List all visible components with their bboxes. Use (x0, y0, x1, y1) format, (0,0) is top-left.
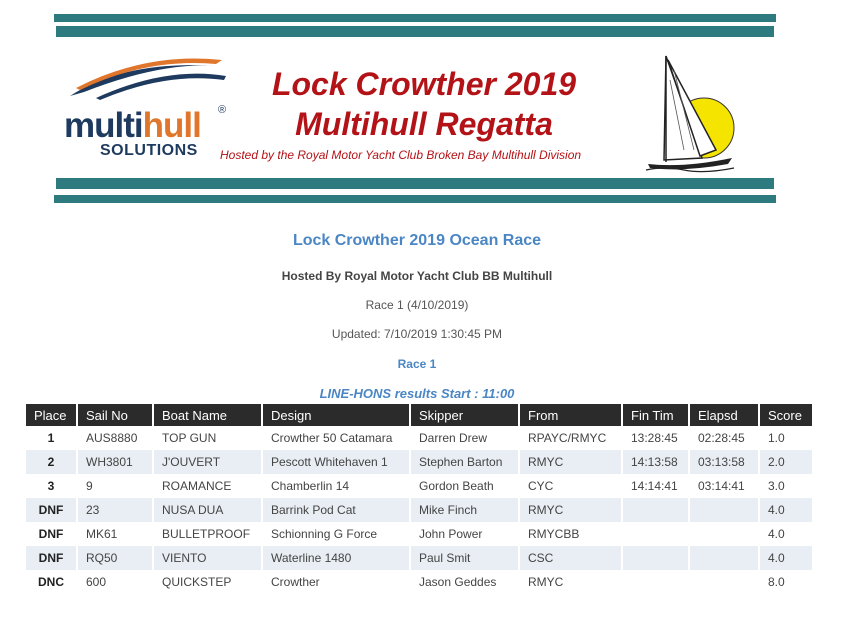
race-date: Race 1 (4/10/2019) (365, 298, 469, 312)
cell-boat-name: BULLETPROOF (162, 527, 251, 541)
race-hosted-by: Hosted By Royal Motor Yacht Club BB Multihull (281, 269, 553, 283)
col-boat-name: Boat Name (154, 404, 261, 426)
cell-design: Schionning G Force (271, 527, 378, 541)
cell-fin-time (623, 522, 688, 546)
table-row (26, 546, 812, 570)
col-place: Place (26, 404, 76, 426)
cell-fin-time: 14:13:58 (623, 450, 688, 474)
division-caption: LINE-HONS results Start : 11:00 (319, 386, 515, 401)
table-row (26, 450, 812, 474)
col-design: Design (263, 404, 409, 426)
cell-sail-no: AUS8880 (86, 431, 138, 445)
cell-from: RMYC (520, 450, 621, 474)
cell-skipper: Jason Geddes (419, 575, 497, 589)
cell-from: CYC (528, 479, 554, 493)
cell-fin-time (623, 498, 688, 522)
banner-hosted-line: Hosted by the Royal Motor Yacht Club Broken Bay Multihull Division (220, 148, 582, 162)
logo-wordmark: multihull (64, 106, 201, 145)
banner-title-line1: Lock Crowther 2019 (271, 66, 577, 102)
banner-title-line2: Multihull Regatta (295, 106, 553, 142)
cell-elapsed (690, 522, 758, 546)
cell-boat-name: QUICKSTEP (162, 575, 232, 589)
col-sail-no: Sail No (78, 404, 152, 426)
cell-elapsed: 02:28:45 (698, 431, 745, 445)
cell-from: RPAYC/RMYC (528, 431, 607, 445)
logo-registered-mark: ® (218, 104, 227, 116)
cell-skipper: Paul Smit (411, 546, 518, 570)
cell-score: 1.0 (768, 431, 785, 445)
race-link[interactable]: Race 1 (397, 357, 437, 371)
cell-place: 3 (47, 479, 55, 493)
cell-place: DNF (26, 546, 76, 570)
cell-place: 2 (26, 450, 76, 474)
cell-design: Pescott Whitehaven 1 (263, 450, 409, 474)
logo-subtitle: SOLUTIONS (100, 142, 198, 159)
cell-from: RMYC (528, 575, 564, 589)
cell-sail-no: WH3801 (78, 450, 152, 474)
cell-boat-name: VIENTO (154, 546, 261, 570)
cell-place: DNF (26, 498, 76, 522)
cell-from: RMYCBB (528, 527, 580, 541)
results-table (24, 404, 814, 594)
cell-skipper: Stephen Barton (411, 450, 518, 474)
multihull-solutions-logo (62, 52, 242, 172)
cell-score: 4.0 (768, 527, 785, 541)
cell-place: DNC (38, 575, 64, 589)
table-row (26, 474, 812, 498)
cell-score: 4.0 (760, 498, 812, 522)
cell-design: Crowther 50 Catamara (271, 431, 393, 445)
banner-stripe-bottom-1 (56, 178, 774, 189)
cell-sail-no: 9 (86, 479, 93, 493)
col-skipper: Skipper (411, 404, 518, 426)
col-elapsed: Elapsd (690, 404, 758, 426)
cell-sail-no: 600 (86, 575, 107, 589)
cell-elapsed: 03:14:41 (698, 479, 745, 493)
cell-score: 8.0 (768, 575, 785, 589)
cell-elapsed (690, 498, 758, 522)
cell-design: Chamberlin 14 (271, 479, 350, 493)
cell-fin-time (623, 546, 688, 570)
cell-skipper: Gordon Beath (419, 479, 494, 493)
cell-design: Barrink Pod Cat (263, 498, 409, 522)
col-score: Score (760, 404, 812, 426)
cell-boat-name: TOP GUN (162, 431, 217, 445)
cell-sail-no: RQ50 (78, 546, 152, 570)
col-fin-time: Fin Tim (623, 404, 688, 426)
cell-from: CSC (520, 546, 621, 570)
cell-fin-time: 13:28:45 (631, 431, 678, 445)
cell-score: 2.0 (760, 450, 812, 474)
cell-elapsed (690, 546, 758, 570)
banner-stripe-top-2 (56, 26, 774, 37)
banner-stripe-bottom-2 (54, 195, 776, 203)
table-row (26, 498, 812, 522)
cell-score: 4.0 (760, 546, 812, 570)
cell-boat-name: ROAMANCE (162, 479, 232, 493)
cell-sail-no: MK61 (86, 527, 118, 541)
cell-elapsed (690, 570, 758, 594)
cell-elapsed: 03:13:58 (690, 450, 758, 474)
cell-fin-time: 14:14:41 (631, 479, 678, 493)
results-updated: Updated: 7/10/2019 1:30:45 PM (331, 327, 503, 341)
cell-sail-no: 23 (78, 498, 152, 522)
cell-place: 1 (47, 431, 55, 445)
table-header-row (26, 404, 812, 426)
cell-from: RMYC (520, 498, 621, 522)
sailboat-icon (644, 50, 744, 175)
cell-design: Waterline 1480 (263, 546, 409, 570)
cell-boat-name: NUSA DUA (154, 498, 261, 522)
banner-stripe-top-1 (54, 14, 776, 22)
col-from: From (520, 404, 621, 426)
regatta-banner (54, 12, 776, 206)
cell-score: 3.0 (768, 479, 785, 493)
cell-skipper: Mike Finch (411, 498, 518, 522)
cell-skipper: John Power (419, 527, 483, 541)
table-row (26, 570, 812, 594)
cell-boat-name: J'OUVERT (154, 450, 261, 474)
race-page-title: Lock Crowther 2019 Ocean Race (292, 232, 542, 249)
table-row (26, 522, 812, 546)
cell-skipper: Darren Drew (419, 431, 488, 445)
cell-design: Crowther (271, 575, 320, 589)
cell-place: DNF (38, 527, 64, 541)
cell-fin-time (623, 570, 688, 594)
swoosh-icon (66, 52, 241, 102)
table-row (26, 426, 812, 450)
